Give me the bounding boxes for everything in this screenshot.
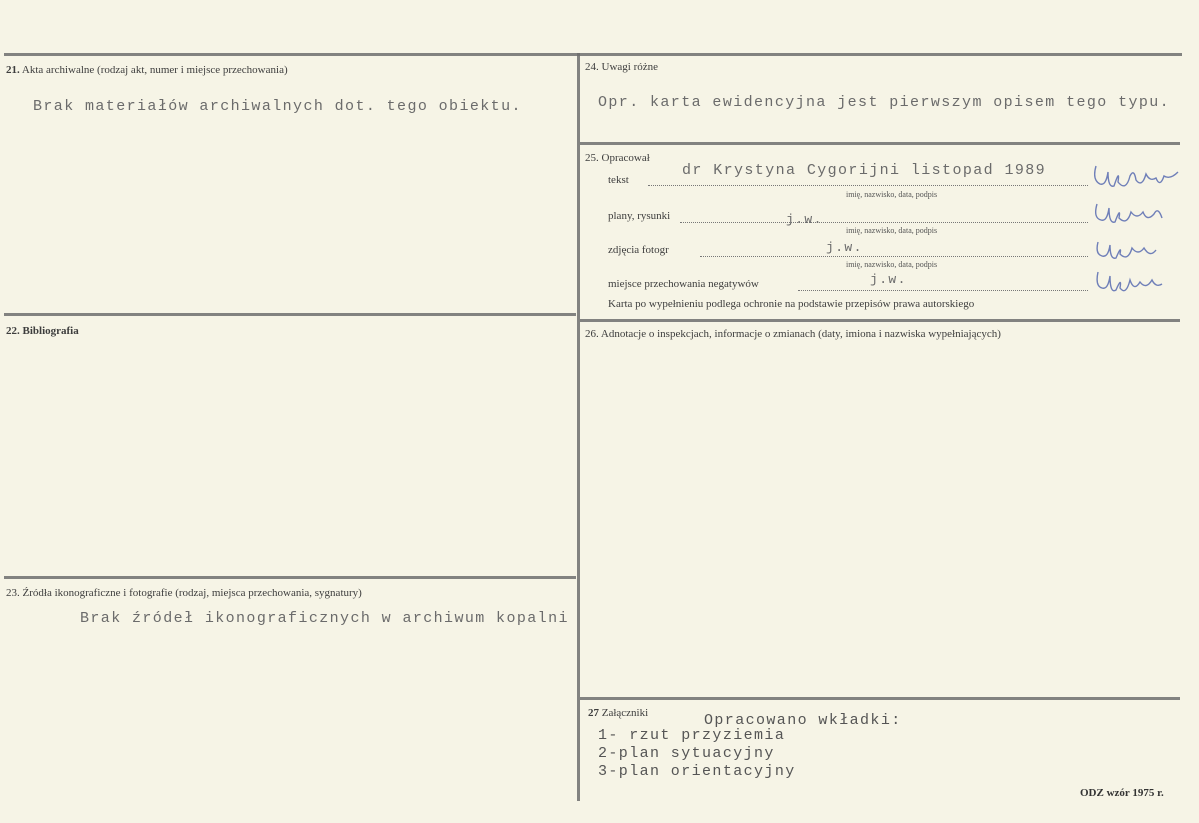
s25-text-label: tekst <box>608 174 629 186</box>
section-23-number: 23. <box>6 587 20 599</box>
section-26-label <box>585 328 1001 340</box>
section-21-title: Akta archiwalne (rodzaj akt, numer i miejsce przechowania) <box>21 64 288 76</box>
s25-photos-dots <box>700 256 1088 257</box>
signature-4 <box>1094 266 1166 300</box>
attachment-item-1: 1- rzut przyziemia <box>598 727 786 744</box>
section-25-label <box>585 152 650 164</box>
section-24-number: 24. <box>585 61 599 73</box>
s25-text-caption: imię, nazwisko, data, podpis <box>846 190 938 199</box>
s25-text-dots <box>648 185 1088 186</box>
section-27-label <box>588 707 648 719</box>
section-23-text: Brak źródeł ikonograficznych w archiwum kopalni <box>80 610 569 627</box>
s25-copyright-note: Karta po wypełnieniu podlega ochronie na podstawie przepisów prawa autorskiego <box>608 298 975 310</box>
section-21-label <box>6 64 288 76</box>
section-25-number: 25. <box>585 152 599 164</box>
section-27-number: 27 <box>588 707 599 719</box>
section-21-number: 21. <box>6 64 20 76</box>
section-24-title: Uwagi różne <box>601 61 659 73</box>
signature-2 <box>1092 198 1172 228</box>
s25-drawings-caption: imię, nazwisko, data, podpis <box>846 226 938 235</box>
s25-drawings-dots <box>680 222 1088 223</box>
section-22-label <box>6 325 79 337</box>
section-22-number: 22. <box>6 325 20 337</box>
section-21-text: Brak materiałów archiwalnych dot. tego obiektu. <box>33 98 522 115</box>
section-26-number: 26. <box>585 328 599 340</box>
section-24-text: Opr. karta ewidencyjna jest pierwszym opisem tego typu. <box>598 94 1171 111</box>
top-rule <box>4 53 1182 56</box>
section-25-title: Opracował <box>601 152 650 164</box>
section-26-title: Adnotacje o inspekcjach, informacje o zmianach (daty, imiona i nazwiska wypełniających) <box>600 328 1001 340</box>
section-23-title: Źródła ikonograficzne i fotografie (rodzaj, miejsca przechowania, sygnatury) <box>22 587 362 599</box>
s25-photos-value: j.w. <box>826 240 863 255</box>
signature-1 <box>1090 158 1185 194</box>
section-24-label <box>585 61 658 73</box>
s25-photos-label: zdjęcia fotogr <box>608 244 669 256</box>
s25-negatives-label: miejsce przechowania negatywów <box>608 278 759 290</box>
attachment-item-2: 2-plan sytuacyjny <box>598 745 775 762</box>
rule-25-26 <box>580 319 1180 322</box>
signature-3 <box>1094 236 1164 264</box>
form-code: ODZ wzór 1975 r. <box>1080 787 1164 799</box>
s25-drawings-value: j.w. <box>786 212 823 227</box>
s25-text-value: dr Krystyna Cygorijni listopad 1989 <box>682 162 1047 179</box>
center-divider <box>577 53 580 801</box>
section-22-title: Bibliografia <box>22 325 79 337</box>
rule-22-23 <box>4 576 576 579</box>
s25-negatives-value: j.w. <box>870 272 907 287</box>
rule-24-25 <box>580 142 1180 145</box>
s25-negatives-dots <box>798 290 1088 291</box>
section-27-title: Załączniki <box>601 707 649 719</box>
section-27-heading: Opracowano wkładki: <box>704 712 902 729</box>
s25-photos-caption: imię, nazwisko, data, podpis <box>846 260 938 269</box>
s25-drawings-label: plany, rysunki <box>608 210 671 222</box>
section-23-label <box>6 587 362 599</box>
attachment-item-3: 3-plan orientacyjny <box>598 763 796 780</box>
rule-26-27 <box>580 697 1180 700</box>
rule-21-22 <box>4 313 576 316</box>
